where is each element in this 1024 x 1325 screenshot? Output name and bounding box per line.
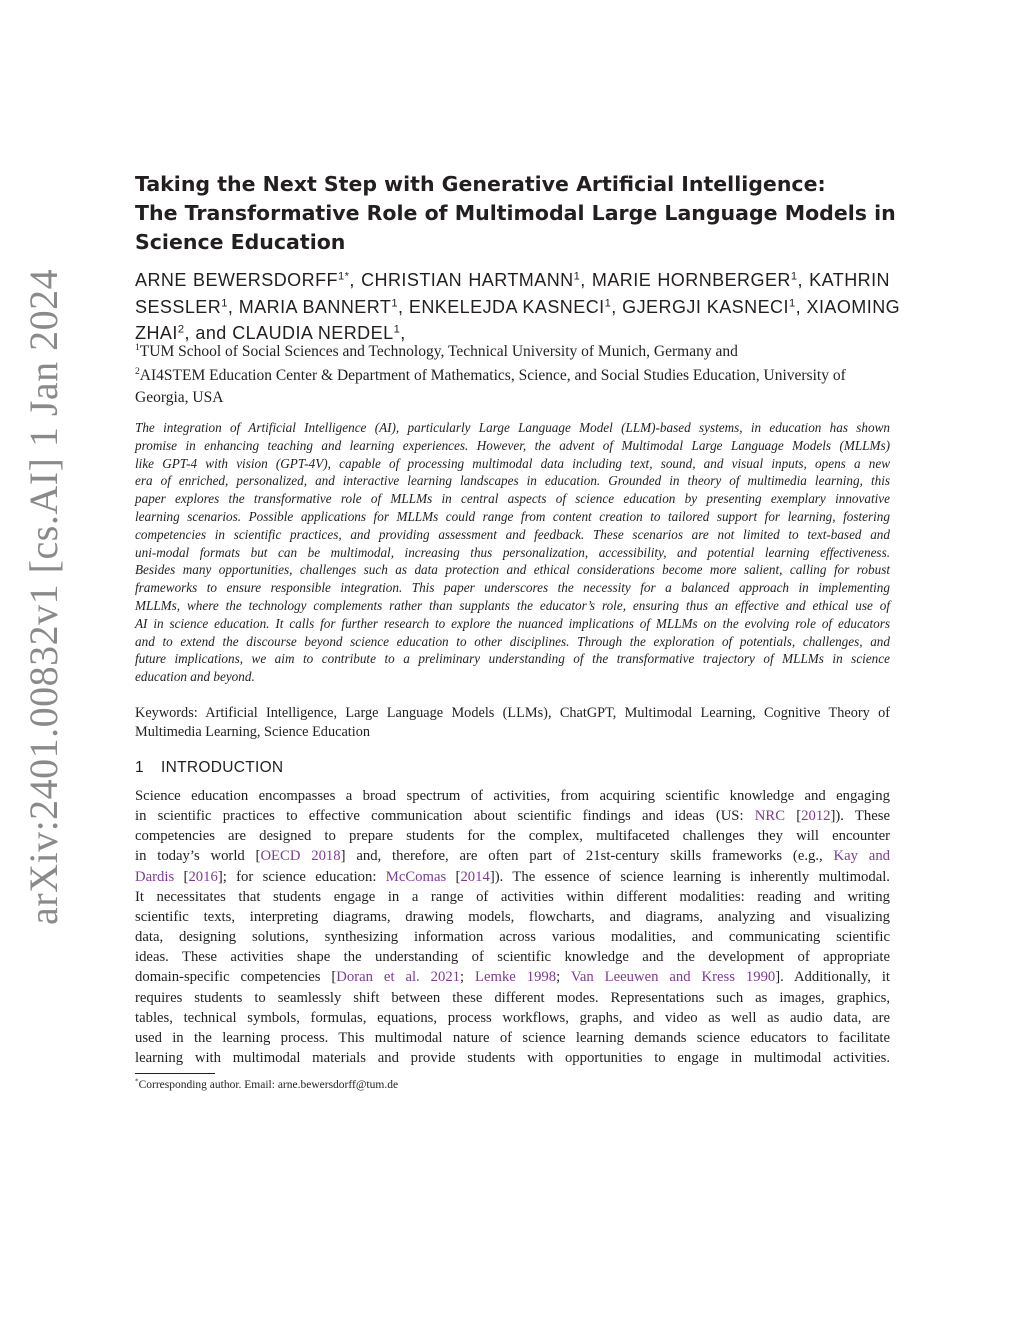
citation-link[interactable]: Lemke 1998 — [475, 969, 557, 986]
body-line: domain-specific competencies [Doran et al. 2021; Lemke 1998; Van Leeuwen and Kress 1990]. Additionally, it — [135, 969, 890, 986]
author-line: ZHAI$^2$, and CLAUDIA NERDEL$^1$, — [135, 323, 406, 343]
footnote-marker: * — [135, 1077, 139, 1086]
body-line: scientific texts, interpreting diagrams, drawing models, flowcharts, and diagrams, analyzing and visualizing — [135, 908, 890, 925]
citation-link[interactable]: NRC — [754, 808, 785, 825]
abstract-line: MLLMs, where the technology complements rather than supplants the educator’s role, ensuring thus an effective and ethical use of — [135, 597, 890, 613]
abstract-line: frameworks to ensure responsible integration. This paper underscores the necessity for a balanced approach in implementing — [135, 580, 890, 596]
body-line: data, designing solutions, synthesizing information across various modalities, and communicating scientific — [135, 929, 890, 946]
footnote-text: Corresponding author. Email: arne.bewersdorff@tum.de — [138, 1079, 399, 1091]
citation-link[interactable]: 2014 — [460, 868, 490, 885]
abstract-line: paper explores the transformative role of MLLMs in central aspects of science education by presenting exemplary innovative — [135, 491, 890, 507]
abstract — [135, 419, 890, 686]
body-line: It necessitates that students engage in a range of activities within different modalities: reading and writing — [135, 888, 890, 905]
body-line: Dardis [2016]; for science education: McComas [2014]). The essence of science learning is inherently multimodal. — [135, 868, 890, 885]
abstract-line: Besides many opportunities, challenges such as data protection and ethical considerations become more salient, calling for robust — [135, 562, 890, 578]
abstract-line: future implications, we aim to contribute to a preliminary understanding of the transformative trajectory of MLLMs in science — [135, 651, 890, 667]
abstract-line: uni-modal formats but can be multimodal, increasing thus personalization, accessibility, and potential learning effectiveness. — [135, 544, 890, 560]
citation-link[interactable]: 2012 — [801, 808, 831, 825]
introduction-body — [135, 786, 890, 1068]
citation-link[interactable]: 2016 — [188, 868, 218, 885]
citation-link[interactable]: Kay and — [833, 848, 891, 865]
title-line: The Transformative Role of Multimodal Large Language Models in — [135, 201, 896, 225]
title-line: Taking the Next Step with Generative Artificial Intelligence: — [135, 172, 826, 196]
citation-link[interactable]: Doran et al. 2021 — [336, 969, 461, 986]
arxiv-identifier: arXiv:2401.00832v1 [cs.AI] 1 Jan 2024 — [21, 268, 66, 925]
abstract-line: The integration of Artificial Intelligence (AI), particularly Large Language Model (LLM)-based systems, in education has shown — [135, 420, 890, 435]
abstract-line: AI in science education. It calls for further research to explore the nuanced implications of MLLMs on the evolving role of educators — [135, 615, 890, 631]
citation-link[interactable]: Van Leeuwen and Kress 1990 — [570, 969, 776, 986]
affiliation-1: $^1$TUM School of Social Sciences and Technology, Technical University of Munich, Germany and — [135, 342, 738, 360]
body-line: in today’s world [OECD 2018] and, therefore, are often part of 21st-century skills frameworks (e.g., Kay and — [135, 848, 891, 865]
keywords-line: Multimedia Learning, Science Education — [135, 723, 371, 740]
body-line: Science education encompasses a broad spectrum of activities, from acquiring scientific knowledge and engaging — [135, 788, 890, 804]
section-number: 1 — [135, 759, 144, 776]
section-title: INTRODUCTION — [161, 759, 284, 776]
abstract-line: promise in enhancing teaching and learning experiences. However, the advent of Multimodal Large Language Models (MLLMs) — [135, 437, 890, 453]
keywords-line: Keywords: Artificial Intelligence, Large Language Models (LLMs), ChatGPT, Multimodal Learning, Cognitive Theory of — [135, 705, 890, 721]
abstract-line: learning scenarios. Possible applications for MLLMs could range from content creation to tailored support for learning, fostering — [135, 508, 890, 524]
abstract-line: like GPT-4 with vision (GPT-4V), capable of processing multimodal data including text, sound, and visual inputs, opens a new — [135, 455, 890, 471]
body-line: ideas. These activities shape the understanding of scientific knowledge and the development of appropriate — [135, 949, 890, 966]
abstract-line: competencies in scientific practices, and providing assessment and feedback. These scenarios are not limited to text-based and — [135, 526, 890, 542]
body-line: learning with multimodal materials and provide students with opportunities to engage in multimodal activities. — [135, 1050, 890, 1067]
citation-link[interactable]: McComas — [385, 868, 447, 885]
author-list — [135, 267, 901, 347]
paper-title — [135, 170, 896, 257]
abstract-line: and to extend the discourse beyond science education to other disciplines. Through the exploration of potentials, challenges, and — [135, 633, 890, 649]
body-line: requires students to seamlessly shift between these different modes. Representations such as images, graphics, — [135, 989, 890, 1006]
body-line: tables, technical symbols, formulas, equations, process workflows, graphs, and video as well as audio data, are — [135, 1009, 890, 1026]
keywords — [135, 704, 890, 741]
author-line: SESSLER$^1$, MARIA BANNERT$^1$, ENKELEJDA KASNECI$^1$, GJERGJI KASNECI$^1$, XIAOMING — [135, 296, 901, 317]
footnote-rule — [135, 1073, 215, 1074]
citation-link[interactable]: Dardis — [135, 868, 175, 885]
body-line: in scientific practices to effective communication about scientific findings and ideas (US: NRC [2012]). These — [135, 808, 890, 825]
title-line: Science Education — [135, 230, 346, 254]
footnote — [135, 1079, 890, 1091]
section-heading — [135, 759, 890, 777]
author-line: ARNE $BEWERSDORFF^{1*}$, CHRISTIAN HARTMANN$^1$, MARIE HORNBERGER$^1$, KATHRIN — [135, 270, 890, 290]
body-line: competencies are designed to prepare students for the complex, multifaceted challenges they will encounter — [135, 828, 890, 845]
body-line: used in the learning process. This multimodal nature of science learning demands science educators to facilitate — [135, 1029, 890, 1046]
abstract-line: education and beyond. — [135, 669, 255, 685]
citation-link[interactable]: OECD 2018 — [260, 848, 341, 865]
affiliation-2: $^2$AI4STEM Education Center & Department of Mathematics, Science, and Social Studies Education, University of Georgia, USA — [135, 366, 846, 406]
abstract-line: era of enriched, personalized, and interactive learning landscapes in education. Grounded in theory of multimedia learning, this — [135, 473, 890, 489]
